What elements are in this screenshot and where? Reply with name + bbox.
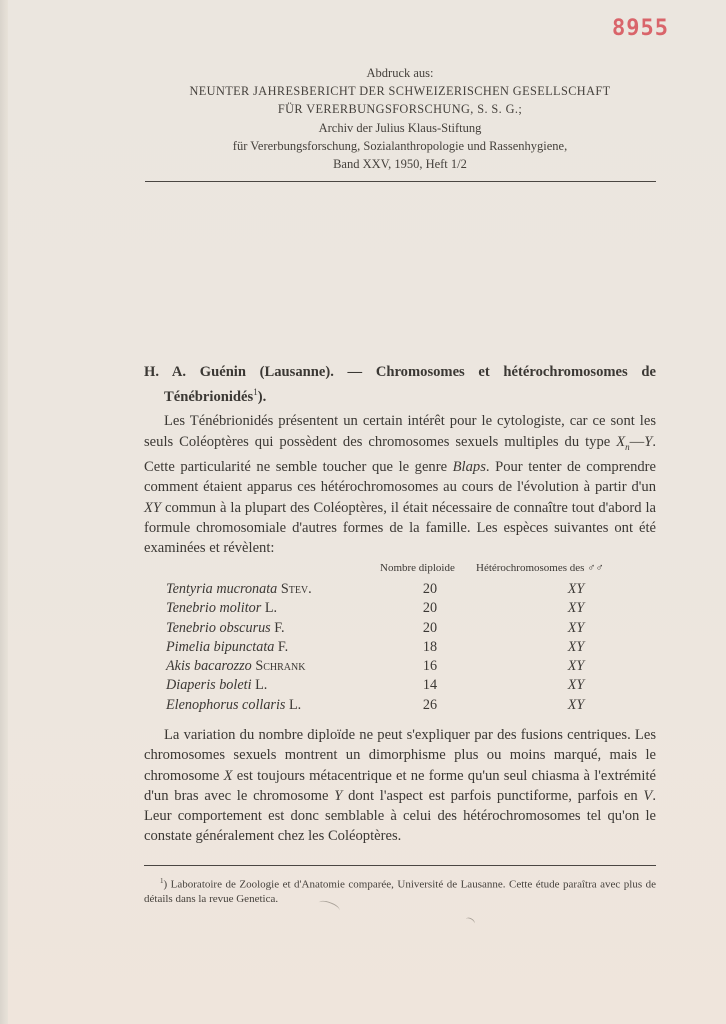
heterochromosome-cell: XY: [567, 677, 585, 694]
species-cell: [166, 600, 277, 617]
heterochromosome-cell: XY: [567, 696, 585, 713]
species-author: Stev.: [280, 581, 312, 597]
footnote-body: ) Laboratoire de Zoologie et d'Anatomie comparée, Université de Lausanne. Cette étude paraîtra avec plus de détails dans la revue Genetica.: [144, 878, 656, 905]
header-volume-info: Band XXV, 1950, Heft 1/2: [333, 157, 467, 172]
species-author: F.: [277, 638, 289, 655]
text-span: Les Ténébrionidés présentent un certain intérêt pour le cytologiste, car ce sont les seuls Coléoptères qui possèdent des chromosomes sexuels multiples du type: [144, 413, 656, 450]
text-span: . Pour tenter de comprendre comment étaient apparus ces hétérochromosomes au cours de l'évolution à partir d'un: [144, 458, 656, 496]
genus-name: Blaps: [452, 458, 486, 475]
article-title-end: ).: [257, 389, 267, 406]
species-author: L.: [288, 696, 302, 713]
species-author: L.: [264, 600, 278, 617]
header-society-name: FÜR VERERBUNGSFORSCHUNG, S. S. G.;: [277, 102, 523, 117]
table-row: [166, 677, 671, 696]
article-body: [144, 362, 656, 558]
formula-v: V: [643, 787, 653, 804]
header-journal-title: NEUNTER JAHRESBERICHT DER SCHWEIZERISCHEN GESELLSCHAFT: [189, 84, 611, 99]
text-span: . Cette particularité ne semble toucher que le genre: [144, 433, 656, 475]
formula-y: Y: [644, 433, 653, 450]
table-row: [166, 697, 671, 716]
heterochromosome-cell: XY: [567, 581, 585, 597]
heterochromosome-cell: XY: [567, 638, 585, 655]
table-row: [166, 639, 671, 658]
species-table: [166, 562, 671, 716]
text-span: . Leur comportement est donc semblable à celui des hétérochromosomes tel qu'on le constate généralement chez les Coléoptères.: [144, 787, 656, 845]
species-cell: [166, 658, 305, 675]
footnote: [144, 874, 656, 906]
table-row: [166, 620, 671, 639]
publication-header: [130, 64, 670, 173]
text-span: est toujours métacentrique et ne forme qu'un seul chiasma à l'extrémité d'un bras avec le chromosome: [144, 767, 656, 804]
species-cell: [166, 620, 285, 637]
diploid-number-cell: 18: [422, 638, 438, 655]
formula-subscript: n: [625, 441, 630, 452]
header-archive-name: Archiv der Julius Klaus-Stiftung: [318, 120, 482, 135]
column-header-heterochromosomes: Hétérochromosomes des ♂♂: [476, 562, 604, 574]
footnote-divider: [144, 865, 656, 866]
text-span: commun à la plupart des Coléoptères, il était nécessaire de connaître tout d'abord la formule chromosomiale d'autres formes de la famille. Les espèces suivantes ont été examinées et révèlent:: [144, 499, 656, 557]
species-name: Elenophorus collaris: [166, 696, 286, 713]
table-header-row: [166, 562, 671, 581]
species-name: Diaperis boleti: [166, 677, 252, 694]
archive-stamp-number: 8955: [612, 16, 669, 41]
footnote-text: [144, 874, 656, 906]
formula-xy: XY: [144, 499, 162, 516]
formula-x: X: [616, 433, 626, 450]
table-row: [166, 600, 671, 619]
text-span: La variation du nombre diploïde ne peut s'expliquer par des fusions centriques. Les chromosomes sexuels montrent un dimorphisme plus ou moins marqué, mais le chromosome: [144, 727, 656, 784]
diploid-number-cell: 20: [422, 581, 438, 597]
heterochromosome-cell: XY: [567, 658, 585, 675]
article-title-text: H. A. Guénin (Lausanne). — Chromosomes et hétérochromosomes de Ténébrionidés: [144, 364, 656, 406]
species-author: F.: [274, 619, 285, 636]
diploid-number-cell: 16: [422, 658, 438, 675]
footnote-ref: 1: [253, 387, 258, 398]
formula-y: Y: [334, 787, 343, 804]
species-author: L.: [255, 677, 268, 694]
page-edge-shadow: [0, 0, 8, 1024]
heterochromosome-cell: XY: [567, 600, 585, 617]
footnote-number: 1: [160, 877, 164, 885]
conclusion-paragraph-block: [144, 725, 656, 847]
heterochromosome-cell: XY: [567, 619, 585, 636]
article-title: [144, 362, 656, 407]
table-row: [166, 581, 671, 600]
conclusion-paragraph: [144, 725, 656, 847]
header-divider: [145, 181, 656, 182]
species-cell: [166, 581, 312, 598]
table-row: [166, 658, 671, 677]
formula-x: X: [223, 767, 233, 784]
species-cell: [166, 639, 288, 656]
header-archive-subtitle: für Vererbungsforschung, Sozialanthropologie und Rassenhygiene,: [232, 138, 568, 153]
text-span: dont l'aspect est parfois punctiforme, parfois en: [342, 787, 644, 804]
species-cell: [166, 677, 267, 694]
header-reprint-label: Abdruck aus:: [366, 66, 434, 80]
column-header-diploid: Nombre diploide: [380, 562, 455, 574]
species-name: Pimelia bipunctata: [166, 638, 275, 655]
diploid-number-cell: 26: [422, 696, 438, 713]
diploid-number-cell: 14: [422, 677, 438, 694]
species-name: Akis bacarozzo: [166, 658, 252, 675]
diploid-number-cell: 20: [422, 600, 438, 617]
species-name: Tentyria mucronata: [166, 581, 278, 597]
intro-paragraph: [144, 411, 656, 558]
diploid-number-cell: 20: [422, 619, 438, 636]
text-span: —: [629, 433, 645, 450]
species-author: Schrank: [255, 658, 306, 675]
species-name: Tenebrio molitor: [166, 600, 262, 617]
species-cell: [166, 697, 301, 714]
species-name: Tenebrio obscurus: [166, 619, 271, 636]
